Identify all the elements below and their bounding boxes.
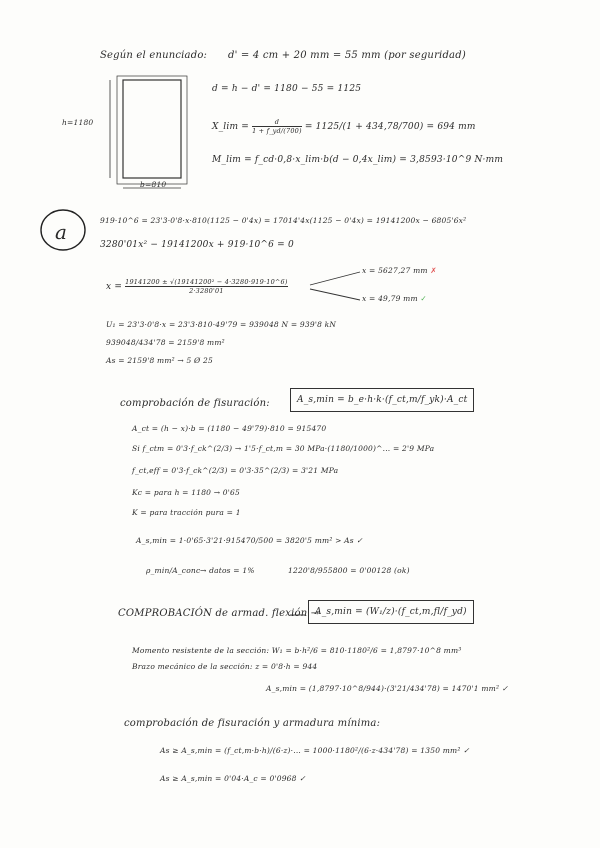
- xlim-num: d: [252, 118, 302, 127]
- root1-arrow: [310, 272, 360, 285]
- header-text: Según el enunciado:: [100, 50, 208, 61]
- comp3-title: comprobación de fisuración y armadura mínima:: [124, 718, 381, 729]
- comp2-box: A_s,min = (W₁/z)·(f_ct,m,fl/f_yd): [308, 600, 474, 624]
- comp1-box: A_s,min = b_e·h·k·(f_ct,m/f_yk)·A_ct: [290, 388, 474, 412]
- xlim-rhs: = 1125/(1 + 434,78/700) = 694 mm: [304, 122, 476, 132]
- comp2-line1: Momento resistente de la sección: W₁ = b·h²/6 = 810·1180²/6 = 1,8797·10^8 mm³: [132, 646, 462, 655]
- part-a-label: a: [55, 220, 68, 244]
- line-u1: U₁ = 23'3·0'8·x = 23'3·810·49'79 = 939048 N = 939'8 kN: [106, 320, 337, 329]
- xlim-label: X_lim =: [212, 122, 250, 132]
- x-formula-num: 19141200 ± √(19141200² − 4·3280·919·10^6): [125, 278, 288, 286]
- header-formula: d' = 4 cm + 20 mm = 55 mm (por seguridad): [228, 50, 466, 61]
- part-a-eq1: 919·10^6 = 23'3·0'8·x·810(1125 − 0'4x) = 17014'4x(1125 − 0'4x) = 19141200x − 6805'6x²: [100, 216, 467, 225]
- root1: [362, 266, 437, 275]
- comp1-ratio-mid: → datos = 1%: [200, 566, 255, 575]
- x-formula-fraction: [125, 278, 287, 295]
- root2-mark: ✓: [420, 294, 427, 303]
- comp3-line1: As ≥ A_s,min = (f_ct,m·b·h)/(6·z)·... = 1000·1180²/(6·z·434'78) = 1350 mm² ✓: [160, 746, 470, 755]
- part-a-eq2: 3280'01x² − 19141200x + 919·10^6 = 0: [100, 240, 294, 250]
- section-outline: [117, 76, 187, 184]
- comp1-title: comprobación de fisuración:: [120, 398, 270, 409]
- root1-text: x = 5627,27 mm: [362, 266, 428, 275]
- section-rectangle: [123, 80, 181, 178]
- x-formula: [106, 278, 288, 295]
- comp3-line2: As ≥ A_s,min = 0'04·A_c = 0'0968 ✓: [160, 774, 306, 783]
- comp1-kc: Kc = para h = 1180 → 0'65: [132, 488, 240, 497]
- line-u2: 939048/434'78 = 2159'8 mm²: [106, 338, 225, 347]
- width-label: b=810: [140, 180, 167, 189]
- root1-mark: ✗: [430, 266, 437, 275]
- comp2-line3: A_s,min = (1,8797·10^8/944)·(3'21/434'78) = 1470'1 mm² ✓: [266, 684, 509, 693]
- line-as: As = 2159'8 mm² → 5 Ø 25: [106, 356, 213, 365]
- comp1-ratio-rhs: 1220'8/955800 = 0'00128 (ok): [288, 566, 410, 575]
- comp1-fctm: f_ct,eff = 0'3·f_ck^(2/3) = 0'3·35^(2/3) = 3'21 MPa: [132, 466, 339, 475]
- comp1-ratio-label: ρ_min/A_conc: [146, 566, 201, 575]
- x-formula-den: 2·3280'01: [189, 287, 224, 295]
- xlim-equation: [212, 118, 476, 135]
- height-label: h=1180: [62, 118, 94, 127]
- root2: [362, 294, 427, 303]
- comp2-line2: Brazo mecánico de la sección: z = 0'8·h = 944: [132, 662, 318, 671]
- comp1-fcd: Si f_ctm = 0'3·f_ck^(2/3) → 1'5·f_ct,m = 30 MPa·(1180/1000)^... = 2'9 MPa: [132, 444, 435, 453]
- x-formula-lhs: x =: [106, 282, 123, 292]
- comp2-title: COMPROBACIÓN de armad. flexión →: [118, 608, 320, 619]
- comp1-asmin: A_s,min = 1·0'65·3'21·915470/500 = 3820'5 mm² > As ✓: [136, 536, 363, 545]
- mlim-equation: M_lim = f_cd·0,8·x_lim·b(d − 0,4x_lim) = 3,8593·10^9 N·mm: [212, 155, 504, 165]
- comp1-k: K = para tracción pura = 1: [132, 508, 241, 517]
- xlim-fraction: [252, 118, 302, 135]
- comp1-act: A_ct = (h − x)·b = (1180 − 49'79)·810 = 915470: [132, 424, 327, 433]
- root2-arrow: [310, 289, 360, 300]
- root2-text: x = 49,79 mm: [362, 294, 418, 303]
- d-equation: d = h − d' = 1180 − 55 = 1125: [212, 84, 362, 94]
- xlim-den: 1 + f_yd/(700): [252, 127, 302, 135]
